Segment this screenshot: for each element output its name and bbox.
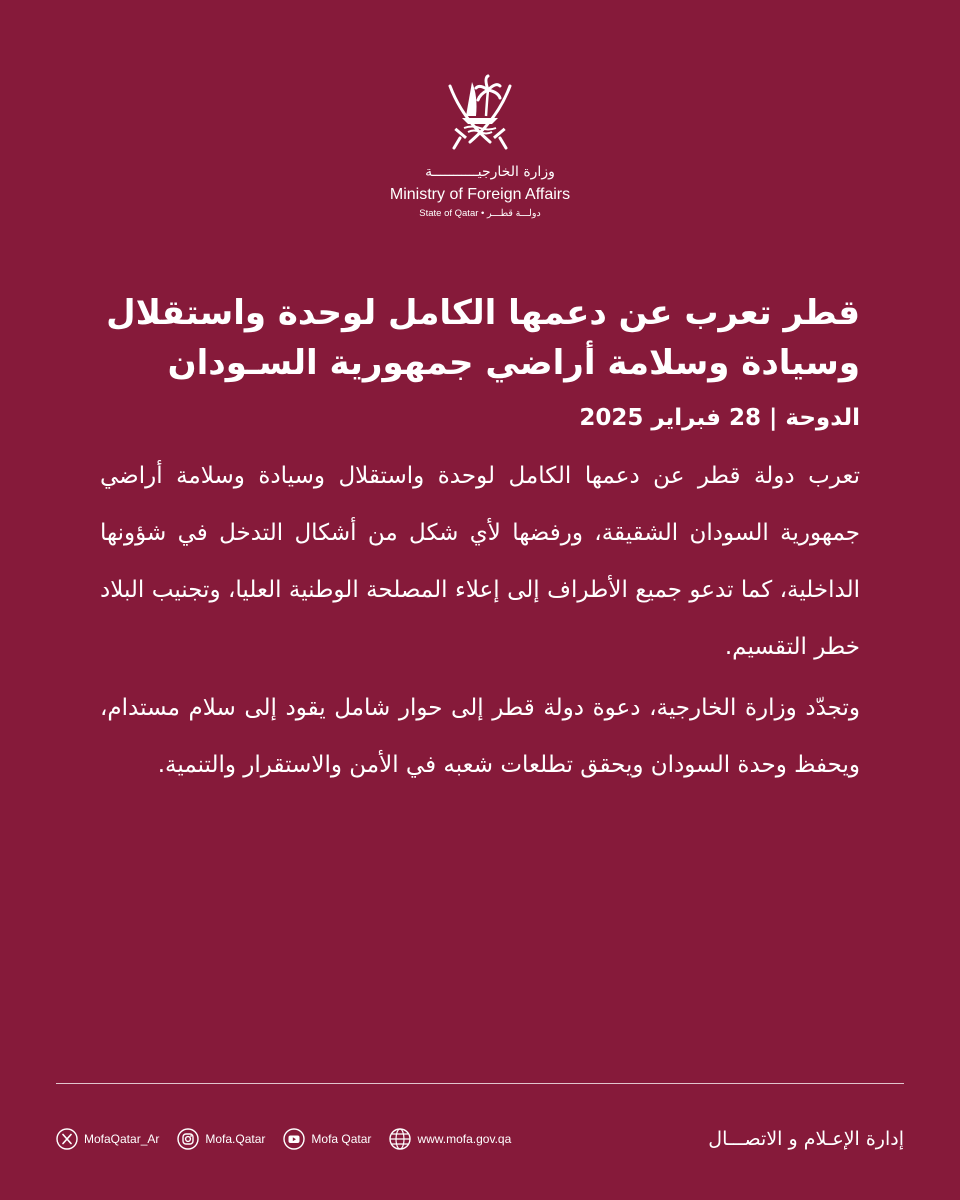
body-paragraph-1: تعرب دولة قطر عن دعمها الكامل لوحدة واستقلال وسيادة وسلامة أراضي جمهورية السودان الشقيقة، ورفضها لأي شكل من أشكال التدخل في شؤونها الداخلية، كما تدعو جميع الأطراف إلى إعلاء المصلحة الوطنية العليا، وتجنيب البلاد خطر التقسيم. — [100, 463, 860, 660]
body-paragraph-2: وتجدّد وزارة الخارجية، دعوة دولة قطر إلى حوار شامل يقود إلى سلام مستدام، ويحفظ وحدة السودان ويحقق تطلعات شعبه في الأمن والاستقرار والتنمية. — [100, 695, 860, 778]
youtube-icon — [283, 1128, 305, 1150]
statement-headline — [100, 288, 860, 388]
statement-content — [100, 288, 860, 794]
social-label-instagram: Mofa.Qatar — [205, 1132, 266, 1146]
ministry-logo — [0, 72, 960, 220]
social-label-youtube: Mofa Qatar — [311, 1132, 372, 1146]
social-link-x[interactable] — [56, 1128, 159, 1150]
social-links — [56, 1124, 529, 1154]
social-link-website[interactable] — [389, 1128, 511, 1150]
logo-english-name: Ministry of Foreign Affairs — [389, 186, 571, 203]
department-name: إدارة الإعـلام و الاتصـــال — [708, 1128, 904, 1150]
social-link-instagram[interactable] — [177, 1128, 265, 1150]
x-icon — [56, 1128, 78, 1150]
social-label-website: www.mofa.gov.qa — [417, 1132, 512, 1146]
dateline: الدوحة | 28 فبراير 2025 — [579, 405, 860, 431]
social-link-youtube[interactable] — [283, 1128, 371, 1150]
footer — [56, 1124, 904, 1154]
footer-divider — [56, 1083, 904, 1084]
social-label-x: MofaQatar_Ar — [84, 1132, 160, 1146]
globe-icon — [389, 1128, 411, 1150]
instagram-icon — [177, 1128, 199, 1150]
logo-arabic-name: وزارة الخارجيـــــــــــة — [425, 164, 555, 180]
headline-line-1: قطر تعرب عن دعمها الكامل لوحدة واستقلال — [106, 293, 860, 333]
logo-state-line: State of Qatar • دولـــة قطـــر — [419, 208, 541, 219]
qatar-state-emblem-icon — [442, 72, 518, 152]
headline-line-2: وسيادة وسلامة أراضي جمهورية السـودان — [167, 343, 860, 383]
